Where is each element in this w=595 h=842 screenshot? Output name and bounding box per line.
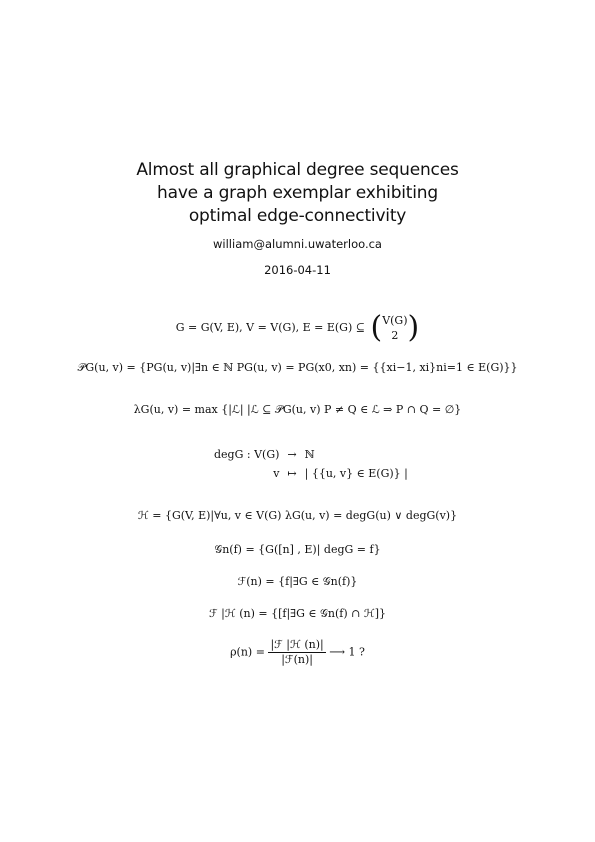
rho-left: ρ(n) = [230, 645, 265, 659]
binomial-coefficient: ( V(G) 2 ) [370, 310, 420, 345]
paper-title [0, 159, 595, 228]
title-line-3: optimal edge-connectivity [188, 206, 407, 226]
paper-date: 2016-04-11 [264, 263, 331, 277]
binom-bottom: 2 [391, 329, 399, 342]
equation-H-def: ℋ = {G(V, E)|∀u, v ∈ V(G) λG(u, v) = degG(u) ∨ degG(v)} [137, 509, 458, 522]
deg-row2-arrow: ↦ [287, 467, 297, 480]
equation-lambda-def: λG(u, v) = max {|ℒ| |ℒ ⊆ 𝒫G(u, v) P ≠ Q ∈ ℒ ⇒ P ∩ Q = ∅} [133, 403, 462, 416]
equation-degree-map [210, 445, 412, 483]
binom-top: V(G) [382, 314, 408, 327]
rho-denominator: |ℱ(n)| [281, 653, 313, 666]
deg-row2-right: | {{u, v} ∈ E(G)} | [304, 467, 408, 480]
equation-rho-def [0, 638, 595, 667]
equation-graph-def [0, 310, 595, 345]
rho-right: ⟶ 1 ? [329, 645, 365, 659]
equation-Gn-def: 𝒢n(f) = {G([n] , E)| degG = f} [214, 543, 381, 556]
graph-def-text: G = G(V, E), V = V(G), E = E(G) ⊆ [175, 321, 365, 334]
title-line-2: have a graph exemplar exhibiting [157, 183, 438, 203]
title-line-1: Almost all graphical degree sequences [136, 160, 459, 180]
rho-fraction [268, 638, 325, 667]
author-email: william@alumni.uwaterloo.ca [213, 237, 382, 251]
deg-row1-left: degG : V(G) [214, 448, 280, 461]
deg-row1-arrow: → [287, 448, 297, 461]
deg-row1-right: ℕ [304, 448, 315, 461]
equation-FH-def: ℱ |ℋ (n) = {[f|∃G ∈ 𝒢n(f) ∩ ℋ]} [209, 607, 386, 620]
equation-paths-def: 𝒫G(u, v) = {PG(u, v)|∃n ∈ ℕ PG(u, v) = PG(x0, xn) = {{xi−1, xi}ni=1 ∈ E(G)}} [77, 361, 518, 374]
rho-numerator: |ℱ |ℋ (n)| [270, 638, 324, 651]
equation-Fn-def: ℱ(n) = {f|∃G ∈ 𝒢n(f)} [237, 575, 358, 588]
deg-row2-left: v [273, 467, 280, 480]
